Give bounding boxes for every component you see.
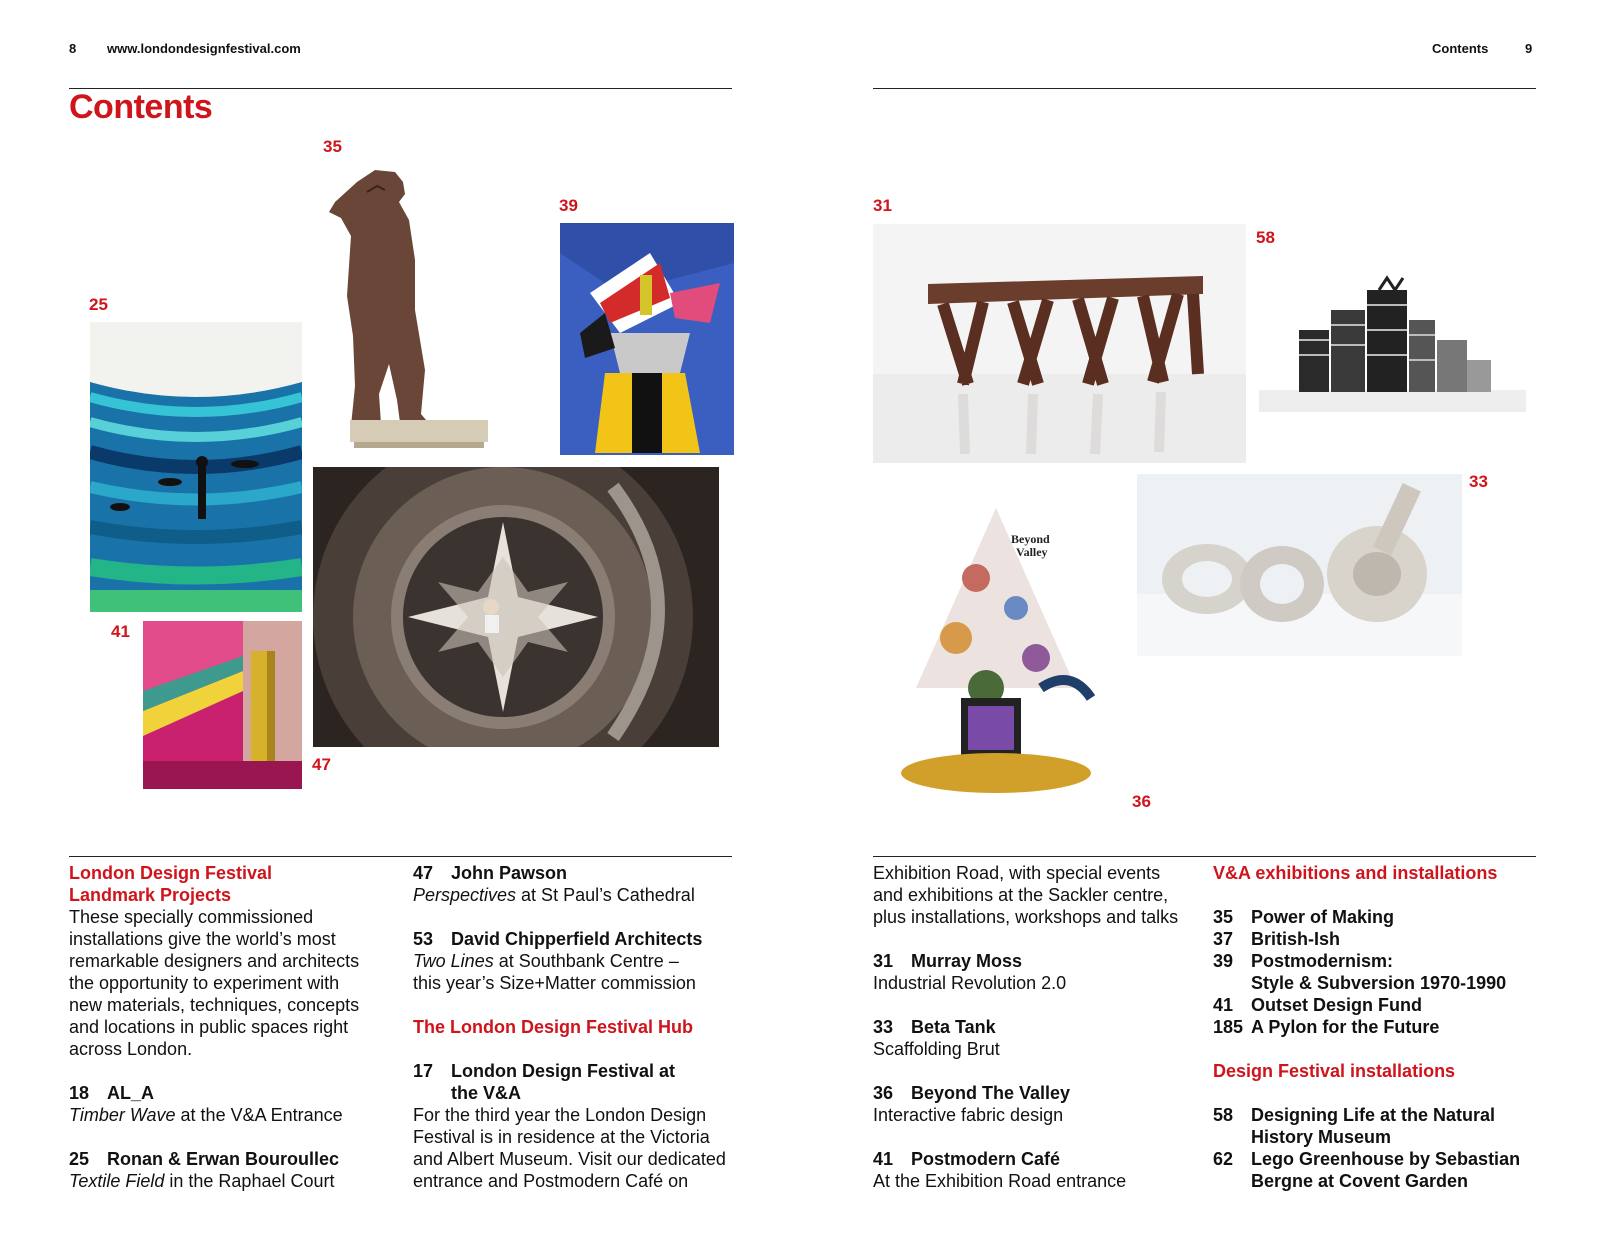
entry-title: A Pylon for the Future <box>1251 1017 1440 1037</box>
list-item-continued <box>1213 972 1593 994</box>
entry-47 <box>413 862 753 884</box>
entry-page-number: 58 <box>1213 1105 1234 1125</box>
postmodern-poster-image <box>560 223 734 455</box>
entry-title: British-Ish <box>1251 929 1341 949</box>
entry-title: AL_A <box>107 1083 155 1103</box>
entry-title: London Design Festival at <box>451 1061 676 1081</box>
entry-page-number: 41 <box>1213 995 1234 1015</box>
contents-column-4 <box>1213 862 1593 1192</box>
list-item <box>1213 994 1593 1016</box>
bear-sculpture-image <box>312 162 500 456</box>
entry-italic: Timber Wave <box>69 1105 176 1125</box>
list-item <box>1213 1148 1593 1170</box>
entry-subtitle: at the V&A Entrance <box>175 1105 343 1125</box>
entry-title: Outset Design Fund <box>1251 995 1422 1015</box>
entry-subtitle: Scaffolding Brut <box>873 1039 1000 1059</box>
outset-room-image <box>143 621 302 789</box>
section-heading-installations: Design Festival installations <box>1213 1061 1456 1081</box>
section-heading-va: V&A exhibitions and installations <box>1213 863 1498 883</box>
list-item <box>1213 906 1593 928</box>
entry-page-number: 62 <box>1213 1149 1234 1169</box>
image-number-39: 39 <box>559 196 578 215</box>
entry-subtitle: at St Paul’s Cathedral <box>516 885 695 905</box>
svg-text:Beyond: Beyond <box>1011 532 1050 546</box>
entry-25-subtitle <box>69 1170 389 1192</box>
entry-18 <box>69 1082 389 1104</box>
section-heading-landmark-2: Landmark Projects <box>69 885 232 905</box>
contents-column-3 <box>873 862 1213 1192</box>
image-number-41: 41 <box>111 622 130 641</box>
entry-title: Power of Making <box>1251 907 1395 927</box>
entry-page-number: 47 <box>413 863 434 883</box>
list-item-continued <box>1213 1126 1593 1148</box>
beyond-the-valley-image <box>876 488 1116 800</box>
page-title: Contents <box>69 88 213 126</box>
entry-italic: Textile Field <box>69 1171 165 1191</box>
list-item <box>1213 1104 1593 1126</box>
running-head: Contents <box>1432 41 1489 56</box>
entry-title: Postmodernism: <box>1251 951 1394 971</box>
entry-page-number: 25 <box>69 1149 90 1169</box>
body-line: plus installations, workshops and talks <box>873 907 1179 927</box>
textile-field-image <box>90 322 302 612</box>
entry-title: Ronan & Erwan Bouroullec <box>107 1149 340 1169</box>
entry-41 <box>873 1148 1213 1170</box>
entry-page-number: 41 <box>873 1149 894 1169</box>
entry-subtitle: at Southbank Centre – <box>493 951 679 971</box>
entry-page-number: 37 <box>1213 929 1234 949</box>
intro-line: new materials, techniques, concepts <box>69 995 360 1015</box>
list-item <box>1213 1016 1593 1038</box>
site-url: www.londondesignfestival.com <box>107 41 301 56</box>
entry-page-number: 35 <box>1213 907 1234 927</box>
top-rule-right <box>873 88 1536 89</box>
body-line: Festival is in residence at the Victoria <box>413 1127 710 1147</box>
entry-italic: Two Lines <box>413 951 494 971</box>
list-item <box>1213 928 1593 950</box>
image-number-58: 58 <box>1256 228 1275 247</box>
entry-53-subtitle-2: this year’s Size+Matter commission <box>413 973 696 993</box>
entry-title: Style & Subversion 1970-1990 <box>1251 973 1507 993</box>
intro-line: installations give the world’s most <box>69 929 336 949</box>
body-line: and exhibitions at the Sackler centre, <box>873 885 1169 905</box>
image-number-31: 31 <box>873 196 892 215</box>
entry-36 <box>873 1082 1213 1104</box>
page-number-left: 8 <box>69 41 77 56</box>
entry-33 <box>873 1016 1213 1038</box>
entry-page-number: 36 <box>873 1083 894 1103</box>
body-line: and Albert Museum. Visit our dedicated <box>413 1149 726 1169</box>
entry-title: John Pawson <box>451 863 568 883</box>
body-line: Exhibition Road, with special events <box>873 863 1161 883</box>
image-number-25: 25 <box>89 295 108 314</box>
industrial-table-image <box>873 224 1246 463</box>
entry-title: Beta Tank <box>911 1017 996 1037</box>
svg-text:Valley: Valley <box>1016 545 1048 559</box>
entry-title: Postmodern Café <box>911 1149 1061 1169</box>
image-number-36: 36 <box>1132 792 1151 811</box>
list-item <box>1213 950 1593 972</box>
entry-18-subtitle <box>69 1104 389 1126</box>
entry-page-number: 39 <box>1213 951 1234 971</box>
scaffolding-clamps-image <box>1137 474 1462 656</box>
entry-25 <box>69 1148 389 1170</box>
entry-53-subtitle <box>413 950 753 972</box>
entry-page-number: 18 <box>69 1083 90 1103</box>
body-line: entrance and Postmodern Café on <box>413 1171 689 1191</box>
entry-47-subtitle <box>413 884 753 906</box>
section-heading-landmark-1: London Design Festival <box>69 863 273 883</box>
section-heading-hub: The London Design Festival Hub <box>413 1017 694 1037</box>
contents-column-1 <box>69 862 389 1192</box>
stair-perspective-image <box>313 467 719 747</box>
intro-line: These specially commissioned <box>69 907 314 927</box>
entry-53 <box>413 928 753 950</box>
entry-31 <box>873 950 1213 972</box>
entry-subtitle: At the Exhibition Road entrance <box>873 1171 1127 1191</box>
entry-page-number: 185 <box>1213 1017 1244 1037</box>
page-number-right: 9 <box>1525 41 1533 56</box>
intro-line: the opportunity to experiment with <box>69 973 340 993</box>
entry-title: Bergne at Covent Garden <box>1251 1171 1469 1191</box>
entry-title: History Museum <box>1251 1127 1392 1147</box>
bottom-rule-right <box>873 856 1536 857</box>
contents-column-2 <box>413 862 753 1192</box>
entry-title: Murray Moss <box>911 951 1023 971</box>
entry-title: Lego Greenhouse by Sebastian <box>1251 1149 1521 1169</box>
entry-page-number: 31 <box>873 951 894 971</box>
entry-title: Designing Life at the Natural <box>1251 1105 1496 1125</box>
entry-17 <box>413 1060 753 1082</box>
image-number-33: 33 <box>1469 472 1488 491</box>
entry-title: Beyond The Valley <box>911 1083 1071 1103</box>
image-number-35: 35 <box>323 137 342 156</box>
entry-page-number: 33 <box>873 1017 894 1037</box>
intro-line: and locations in public spaces right <box>69 1017 349 1037</box>
entry-page-number: 17 <box>413 1061 434 1081</box>
bottom-rule-left <box>69 856 732 857</box>
entry-title-continued: the V&A <box>451 1083 522 1103</box>
list-item-continued <box>1213 1170 1593 1192</box>
entry-subtitle: in the Raphael Court <box>164 1171 335 1191</box>
image-number-47: 47 <box>312 755 331 774</box>
entry-italic: Perspectives <box>413 885 517 905</box>
entry-title: David Chipperfield Architects <box>451 929 703 949</box>
entry-subtitle: Interactive fabric design <box>873 1105 1064 1125</box>
intro-line: across London. <box>69 1039 193 1059</box>
body-line: For the third year the London Design <box>413 1105 707 1125</box>
entry-page-number: 53 <box>413 929 434 949</box>
intro-line: remarkable designers and architects <box>69 951 360 971</box>
scaffolding-city-image <box>1259 260 1526 412</box>
entry-subtitle: Industrial Revolution 2.0 <box>873 973 1067 993</box>
